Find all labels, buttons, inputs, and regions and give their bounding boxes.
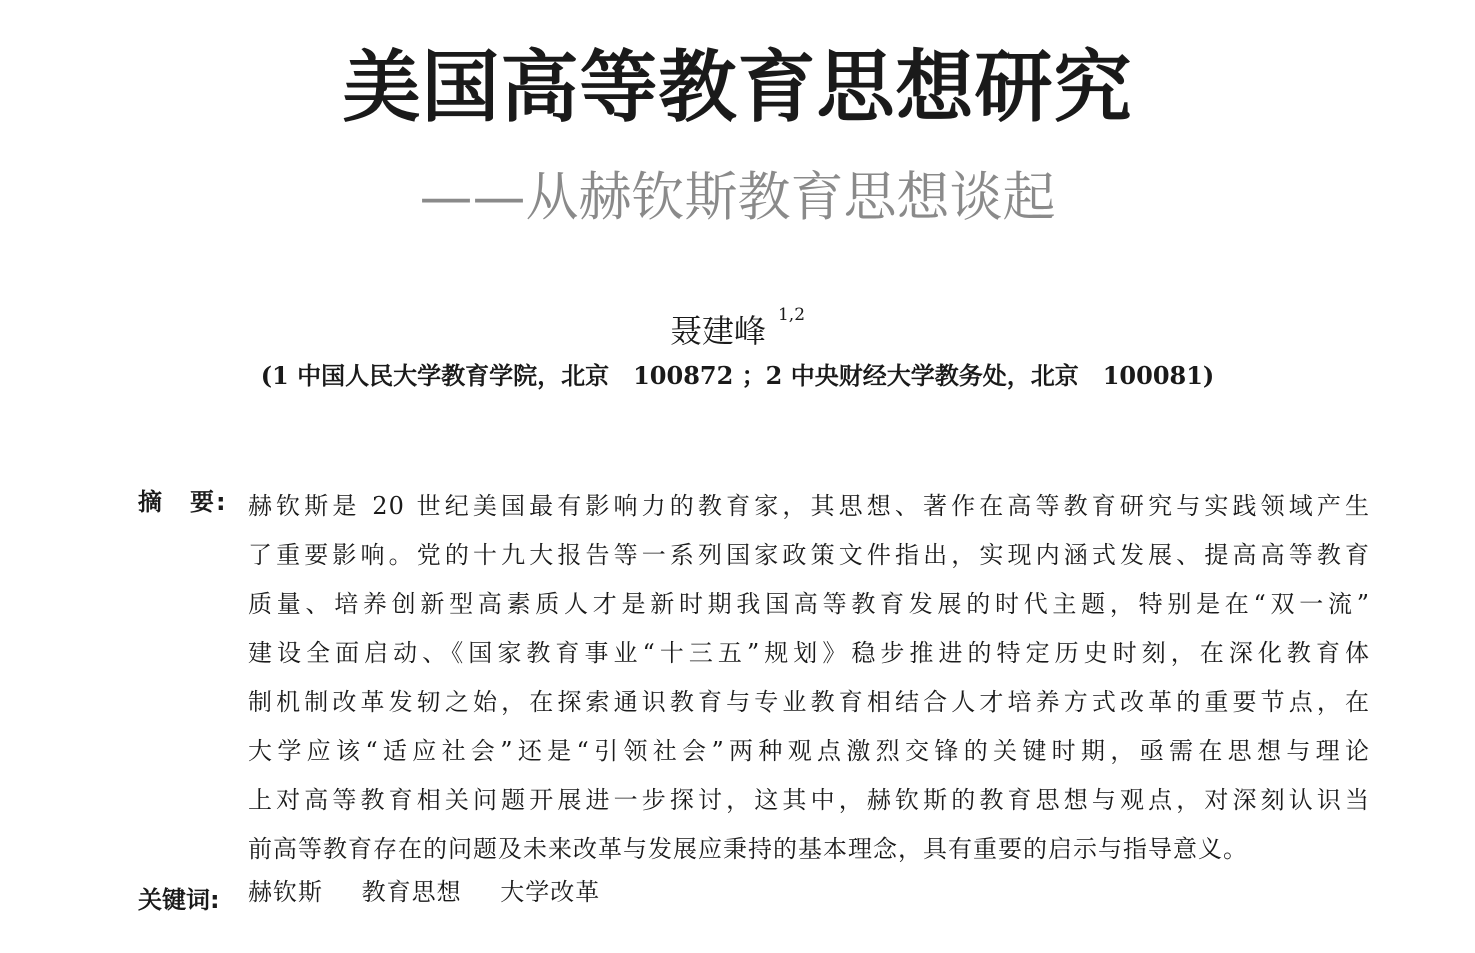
abstract-line: 前高等教育存在的问题及未来改革与发展应秉持的基本理念，具有重要的启示与指导意义。 [248, 835, 1248, 863]
abstract-body [248, 482, 1370, 874]
paper-title: 美国高等教育思想研究 [342, 42, 1133, 133]
author-affiliation: (1 中国人民大学教育学院，北京 100872 ；2 中央财经大学教务处，北京 100081) [260, 361, 1215, 390]
author-affiliation-marks: 1,2 [777, 305, 806, 325]
keyword: 大学改革 [500, 878, 601, 906]
abstract-line: 质量、培养创新型高素质人才是新时期我国高等教育发展的时代主题，特别是在“双一流” [248, 590, 1370, 618]
abstract-line: 制机制改革发轫之始，在探索通识教育与专业教育相结合人才培养方式改革的重要节点，在 [248, 688, 1370, 716]
abstract-line: 建设全面启动、《国家教育事业“十三五”规划》稳步推进的特定历史时刻，在深化教育体 [248, 639, 1370, 667]
author-name: 聂建峰 [669, 312, 766, 350]
abstract-line: 上对高等教育相关问题开展进一步探讨，这其中，赫钦斯的教育思想与观点，对深刻认识当 [248, 786, 1370, 814]
abstract-line: 大学应该“适应社会”还是“引领社会”两种观点激烈交锋的关键时期，亟需在思想与理论 [248, 737, 1370, 765]
paper-subtitle: ——从赫钦斯教育思想谈起 [419, 167, 1056, 228]
author-line [0, 306, 1475, 356]
abstract-label: 摘 要: [138, 488, 228, 516]
abstract-line: 赫钦斯是 20 世纪美国最有影响力的教育家，其思想、著作在高等教育研究与实践领域产生 [248, 492, 1370, 520]
abstract-line: 了重要影响。党的十九大报告等一系列国家政策文件指出，实现内涵式发展、提高高等教育 [248, 541, 1370, 569]
keywords-label: 关键词: [138, 886, 220, 914]
keyword: 赫钦斯 [248, 878, 323, 906]
keyword: 教育思想 [361, 878, 462, 906]
keywords-list [248, 872, 630, 912]
